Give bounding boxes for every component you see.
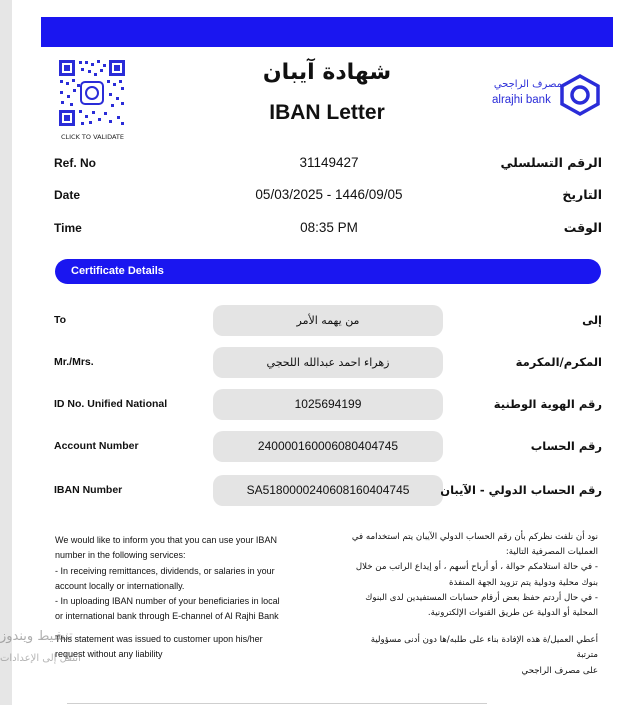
iban-label-ar: رقم الحساب الدولي - الآيبان [440, 483, 602, 497]
notes-arabic [348, 530, 598, 679]
title-arabic: شهادة آيبان [262, 60, 392, 85]
time-value: 08:35 PM [300, 220, 358, 235]
to-row [54, 305, 602, 337]
title-english: IBAN Letter [269, 101, 385, 124]
note-ar-line: العمليات المصرفية التالية: [505, 547, 598, 558]
date-label-en: Date [54, 188, 81, 202]
time-label-ar: الوقت [563, 220, 602, 235]
note-ar-line: المحلية أو الدولية عن طريق القنوات الإلكترونية. [427, 608, 598, 619]
name-row [54, 347, 602, 379]
ref-label-en: Ref. No [54, 156, 96, 170]
iban-label-en: IBAN Number [54, 484, 123, 496]
date-value: 05/03/2025 - 1446/09/05 [255, 187, 403, 202]
id-label-ar: رقم الهوية الوطنية [493, 397, 602, 411]
ref-row [54, 154, 602, 174]
note-ar-line: نود أن نلفت نظركم بأن رقم الحساب الدولي الآيبان يتم استخدامه في [351, 532, 598, 542]
note-ar-line: - في حال أردتم حفظ بعض أرقام حسابات المستفيدين لدى البنوك [365, 592, 598, 603]
note-ar-line: - في حالة استلامكم حوالة ، أو أرباح أسهم ، أو إيداع الراتب من خلال [355, 562, 598, 573]
account-label-ar: رقم الحساب [530, 439, 602, 453]
date-row [54, 186, 602, 206]
account-label-en: Account Number [54, 440, 139, 452]
ref-label-ar: الرقم التسلسلي [500, 155, 602, 170]
note-en-line: request without any liability [55, 649, 163, 660]
to-value-field: من يهمه الأمر [213, 305, 443, 336]
note-ar-line: أعطي العميل/ة هذه الإفادة بناء على طلبه/ها دون أدنى مسؤولية مترتبة [370, 635, 598, 661]
bank-name-english: alrajhi bank [492, 94, 551, 106]
section-title: Certificate Details [71, 265, 164, 277]
note-en-line: or international bank through E-channel of Al Rajhi Bank [55, 611, 279, 622]
name-label-ar: المكرم/المكرمة [515, 355, 602, 369]
account-row [54, 431, 602, 463]
note-en-line: account locally or internationally. [55, 580, 185, 591]
account-value-field: 240000160006080404745 [213, 431, 443, 462]
time-row [54, 219, 602, 239]
certificate-details-bar [55, 259, 601, 284]
alrajhi-logo-icon [558, 74, 602, 116]
to-label-ar: إلى [582, 313, 602, 327]
note-en-line: - In uploading IBAN number of your beneficiaries in local [55, 596, 280, 607]
activate-windows-watermark: تنشيط ويندوز [0, 629, 73, 644]
iban-letter-page [12, 0, 618, 705]
name-label-en: Mr./Mrs. [54, 356, 94, 368]
note-en-line: number in the following services: [55, 550, 186, 561]
iban-value-field: SA5180000240608160404745 [213, 475, 443, 506]
note-en-line: This statement was issued to customer upon his/her [55, 633, 263, 644]
bank-logo [490, 74, 610, 116]
id-value-field: 1025694199 [213, 389, 443, 420]
bank-name-arabic: مصرف الراجحي [493, 79, 562, 90]
note-ar-line: بنوك محلية ودولية يتم تزويد الجهة المنفذة [449, 577, 598, 588]
footer-divider [67, 703, 487, 704]
notes-english [55, 533, 295, 662]
to-label-en: To [54, 314, 67, 326]
activate-windows-subtext: انتقل إلى الإعدادات [0, 653, 81, 664]
qr-code-block[interactable] [55, 58, 130, 141]
iban-row [54, 475, 602, 507]
qr-code-icon[interactable] [57, 58, 127, 128]
note-ar-line: على مصرف الراجحي [521, 665, 598, 676]
qr-caption: CLICK TO VALIDATE [60, 133, 125, 141]
id-row [54, 389, 602, 421]
note-en-line: We would like to inform you that you can use your IBAN [55, 535, 277, 545]
time-label-en: Time [54, 221, 82, 235]
id-label-en: ID No. Unified National [54, 398, 168, 410]
date-label-ar: التاريخ [562, 187, 602, 202]
ref-value: 31149427 [299, 155, 359, 170]
name-value-field: زهراء احمد عبدالله اللحجي [213, 347, 443, 378]
header-bar [41, 17, 613, 47]
note-en-line: - In receiving remittances, dividends, or salaries in your [55, 565, 275, 576]
viewer-margin [0, 0, 12, 705]
